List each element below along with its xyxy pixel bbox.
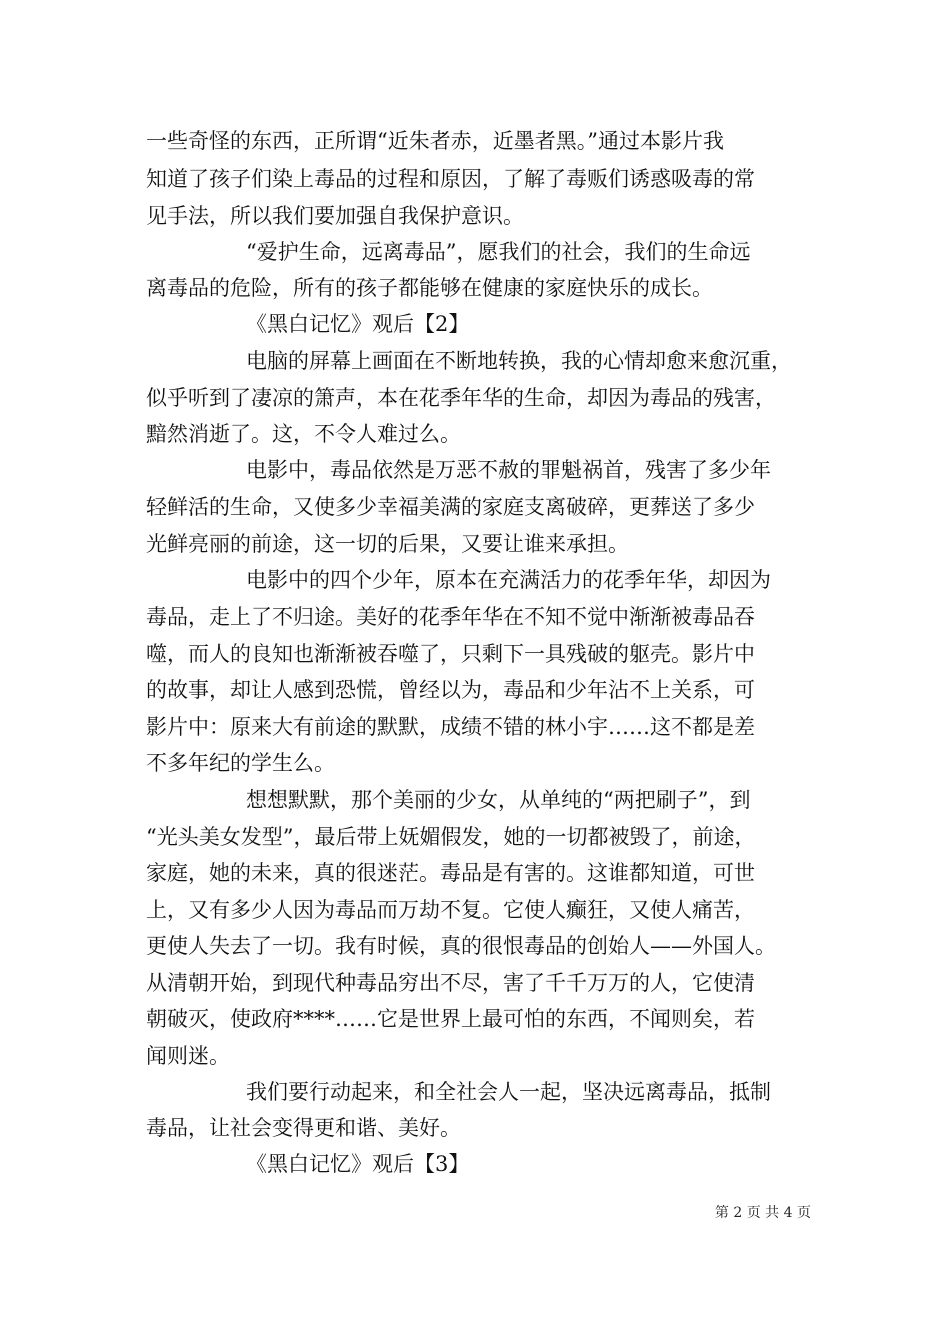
text-line: 毒品，走上了不归途。美好的花季年华在不知不觉中渐渐被毒品吞 <box>146 605 755 629</box>
text-line: 知道了孩子们染上毒品的过程和原因，了解了毒贩们诱惑吸毒的常 <box>146 167 755 191</box>
text-line: 光鲜亮丽的前途，这一切的后果，又要让谁来承担。 <box>146 532 629 556</box>
text-line: 家庭，她的未来，真的很迷茫。毒品是有害的。这谁都知道，可世 <box>146 861 755 885</box>
section-heading-2: 《黑白记忆》观后【2】 <box>246 312 470 336</box>
text-line: 从清朝开始，到现代种毒品穷出不尽，害了千千万万的人，它使清 <box>146 971 755 995</box>
text-line: 不多年纪的学生么。 <box>146 751 335 775</box>
text-line: 一些奇怪的东西，正所谓“近朱者赤，近墨者黑。”通过本影片我 <box>146 129 724 153</box>
text-line: 的故事，却让人感到恐慌，曾经以为，毒品和少年沾不上关系，可 <box>146 678 755 702</box>
text-line: 轻鲜活的生命，又使多少幸福美满的家庭支离破碎，更葬送了多少 <box>146 495 755 519</box>
section-heading-3: 《黑白记忆》观后【3】 <box>246 1152 470 1176</box>
text-line: 离毒品的危险，所有的孩子都能够在健康的家庭快乐的成长。 <box>146 276 713 300</box>
text-line: 更使人失去了一切。我有时候，真的很恨毒品的创始人——外国人。 <box>146 934 776 958</box>
text-line: 上，又有多少人因为毒品而万劫不复。它使人癫狂，又使人痛苦， <box>146 898 755 922</box>
text-line: 闻则迷。 <box>146 1044 230 1068</box>
paragraph-first-line: 想想默默，那个美丽的少女，从单纯的“两把刷子”，到 <box>246 788 751 812</box>
paragraph-first-line: 我们要行动起来，和全社会人一起，坚决远离毒品，抵制 <box>246 1080 771 1104</box>
paragraph-first-line: 电影中的四个少年，原本在充满活力的花季年华，却因为 <box>246 568 771 592</box>
text-line: 噬，而人的良知也渐渐被吞噬了，只剩下一具残破的躯壳。影片中 <box>146 642 755 666</box>
paragraph-first-line: 电影中，毒品依然是万恶不赦的罪魁祸首，残害了多少年 <box>246 458 771 482</box>
text-line: 黯然消逝了。这，不令人难过么。 <box>146 422 461 446</box>
text-line: 影片中：原来大有前途的默默，成绩不错的林小宇……这不都是差 <box>146 715 755 739</box>
text-line: 毒品，让社会变得更和谐、美好。 <box>146 1116 461 1140</box>
text-line: 见手法，所以我们要加强自我保护意识。 <box>146 204 524 228</box>
text-line: 朝破灭，使政府****……它是世界上最可怕的东西，不闻则矣，若 <box>146 1007 755 1031</box>
paragraph-first-line: 电脑的屏幕上画面在不断地转换，我的心情却愈来愈沉重， <box>246 349 792 373</box>
paragraph-first-line: “爱护生命，远离毒品”，愿我们的社会，我们的生命远 <box>246 240 751 264</box>
page-number-footer: 第 2 页 共 4 页 <box>714 1205 811 1221</box>
text-line: “光头美女发型”，最后带上妩媚假发，她的一切都被毁了，前途， <box>146 825 756 849</box>
text-line: 似乎听到了凄凉的箫声，本在花季年华的生命，却因为毒品的残害， <box>146 386 776 410</box>
